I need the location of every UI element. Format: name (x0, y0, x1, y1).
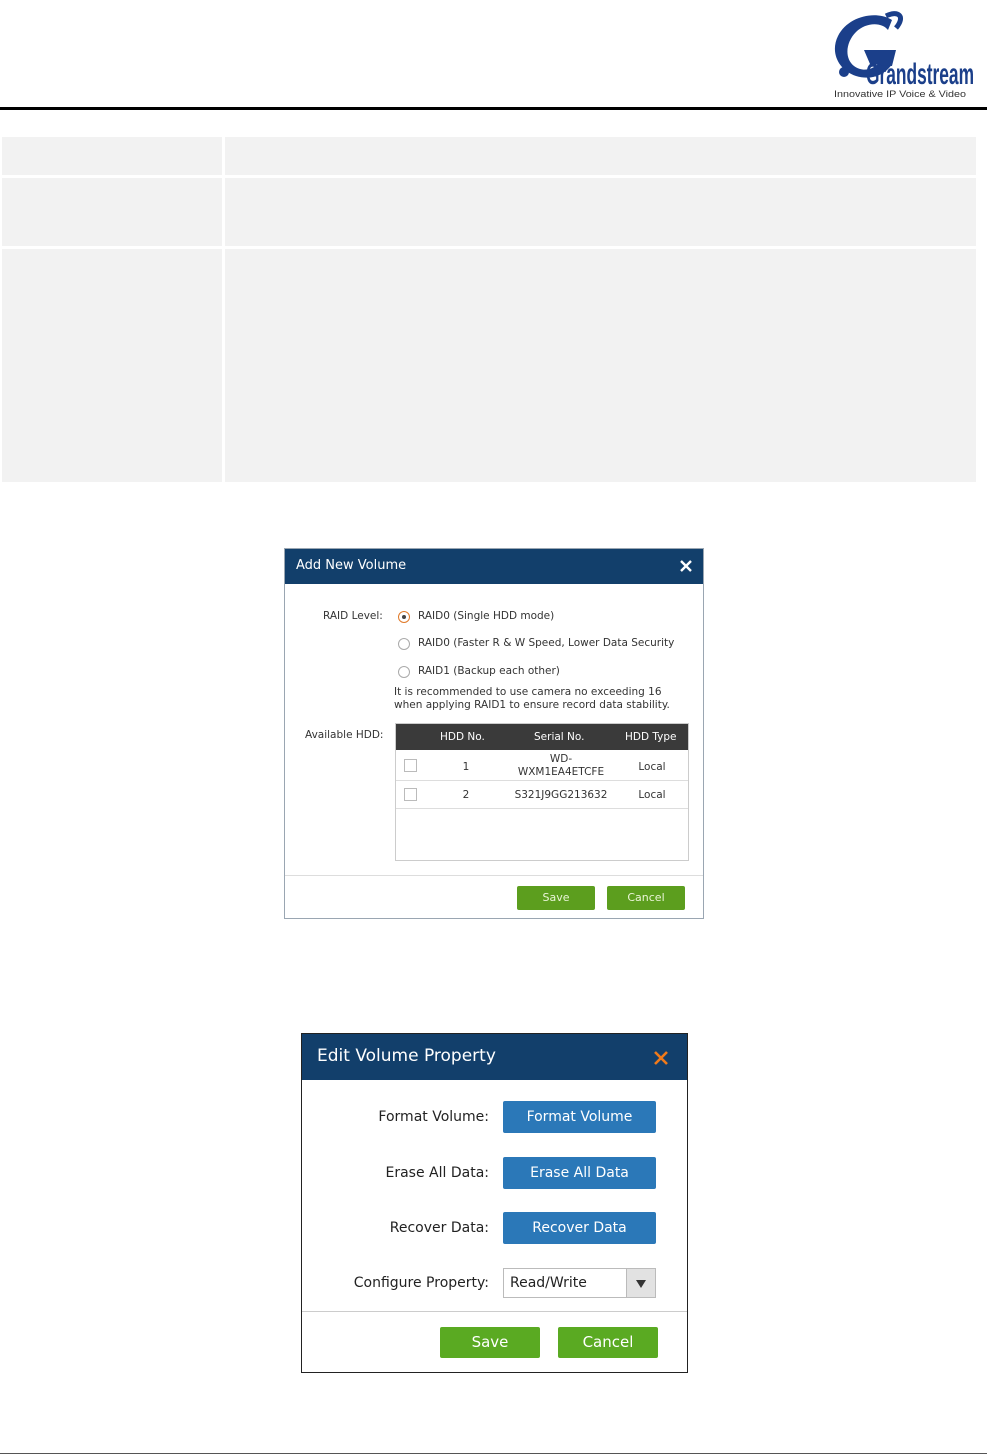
row-divider (396, 780, 688, 781)
table-cell-r2c1 (2, 249, 222, 482)
hdd-table-header (396, 724, 688, 750)
dialog-footer-divider (302, 1311, 687, 1312)
configure-property-value: Read/Write (510, 1275, 587, 1291)
dialog-title: Edit Volume Property (317, 1046, 496, 1066)
table-header-cell-2 (225, 137, 976, 175)
raid1-note-line-2: when applying RAID1 to ensure record data stability. (394, 699, 670, 711)
cancel-button[interactable]: Cancel (558, 1327, 658, 1358)
table-cell-r1c1 (2, 178, 222, 246)
raid-option-label-2: RAID0 (Faster R & W Speed, Lower Data Security (418, 637, 675, 649)
dialog-footer-divider (285, 875, 703, 876)
table-header-cell-1 (2, 137, 222, 175)
table-cell-r2c2 (225, 249, 976, 482)
hdd-type-cell: Local (638, 789, 666, 801)
raid-option-radio-3[interactable] (398, 666, 410, 678)
serial-no-cell-line-1: S321J9GG213632 (514, 789, 608, 801)
raid-option-radio-2[interactable] (398, 638, 410, 650)
footer-rule (0, 1453, 987, 1454)
column-header-serial-no: Serial No. (534, 731, 585, 743)
column-header-hdd-no: HDD No. (440, 731, 485, 743)
hdd-row-checkbox-1[interactable] (404, 759, 417, 772)
format-volume-label: Format Volume: (378, 1109, 489, 1125)
erase-all-data-label: Erase All Data: (385, 1165, 489, 1181)
raid-option-radio-1[interactable] (398, 611, 410, 623)
table-cell-r1c2 (225, 178, 976, 246)
close-icon[interactable] (653, 1050, 669, 1066)
configure-property-select[interactable] (503, 1268, 656, 1298)
save-button[interactable]: Save (517, 886, 595, 910)
close-icon[interactable] (679, 559, 693, 573)
dialog-title-bar (302, 1034, 687, 1080)
serial-no-cell-line-1: WD- (549, 753, 573, 765)
row-divider (396, 808, 688, 809)
hdd-type-cell: Local (638, 761, 666, 773)
raid1-note-line-1: It is recommended to use camera no exceeding 16 (394, 686, 662, 698)
edit-volume-property-dialog (301, 1033, 688, 1373)
raid-option-label-1: RAID0 (Single HDD mode) (418, 610, 555, 622)
logo-wordmark: Grandstream (866, 58, 974, 91)
hdd-row-checkbox-2[interactable] (404, 788, 417, 801)
add-new-volume-dialog (284, 548, 704, 919)
hdd-table (395, 723, 689, 861)
hdd-no-cell: 1 (462, 761, 470, 773)
available-hdd-label: Available HDD: (305, 729, 384, 741)
grandstream-logo (826, 6, 978, 102)
cancel-button[interactable]: Cancel (607, 886, 685, 910)
dialog-title-bar (285, 549, 703, 584)
chevron-down-icon[interactable] (626, 1269, 655, 1297)
save-button[interactable]: Save (440, 1327, 540, 1358)
recover-data-button[interactable]: Recover Data (503, 1212, 656, 1244)
dialog-title: Add New Volume (296, 558, 407, 573)
raid-option-label-3: RAID1 (Backup each other) (418, 665, 560, 677)
configure-property-label: Configure Property: (353, 1275, 489, 1291)
column-header-hdd-type: HDD Type (625, 731, 677, 743)
format-volume-button[interactable]: Format Volume (503, 1101, 656, 1133)
erase-all-data-button[interactable]: Erase All Data (503, 1157, 656, 1189)
logo-tagline: Innovative IP Voice & Video (834, 89, 966, 99)
hdd-no-cell: 2 (462, 789, 470, 801)
serial-no-cell-line-2: WXM1EA4ETCFE (517, 766, 605, 778)
header-rule (0, 107, 987, 110)
recover-data-label: Recover Data: (389, 1220, 489, 1236)
raid-level-label: RAID Level: (323, 610, 383, 622)
